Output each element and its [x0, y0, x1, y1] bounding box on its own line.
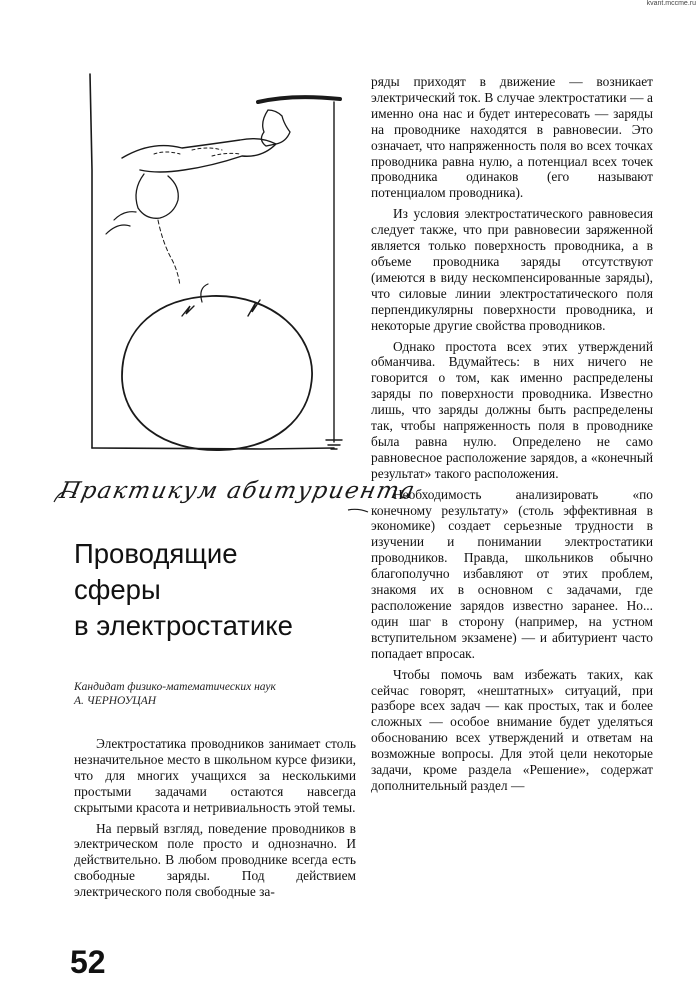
author-name: А. ЧЕРНОУЦАН	[74, 695, 157, 707]
illustration	[62, 70, 362, 470]
paragraph: Необходимость анализировать «по конечному результату» (столь эффективная в экономике) создает серьезные трудности в изучении и понимании электростатики проводников. Правда, школьников обычно благополучно избавляют от этих проблем, знакомя их в основном с задачами, где расположение зарядов известно заранее. Но... один шаг в сторону (например, на устном вступительном экзамене) — и абитуриент часто попадает впросак.	[371, 486, 653, 661]
paragraph: ряды приходят в движение — возникает электрический ток. В случае электростатики — а именно она нас и будет интересовать — заряды на проводнике находятся в равновесии. Это означает, что напряженность поля во всех точках проводника равна нулю, а потенциал всех точек проводника одинаков (его называют потенциалом проводника).	[371, 74, 653, 201]
author-block	[74, 680, 374, 708]
page-number: 52	[70, 944, 106, 980]
section-heading	[52, 472, 419, 528]
paragraph: Чтобы помочь вам избежать таких, как сейчас говорят, «нештатных» ситуаций, при разборе всех задач — как простых, так и более сложных — особое внимание будет уделяться обоснованию всех утверждений и ответам на возможные вопросы. Для этой цели некоторые задачи, кроме раздела «Решение», содержат дополнительный раздел —	[371, 666, 653, 793]
right-column	[371, 74, 653, 794]
site-url: kvant.mccme.ru	[646, 0, 696, 7]
paragraph: На первый взгляд, поведение проводников в электрическом поле просто и однозначно. И действительно. В любом проводнике всегда есть свободные заряды. Под действием электрического поля свободные за-	[74, 820, 356, 900]
left-column	[74, 736, 356, 900]
paragraph: Однако простота всех этих утверждений обманчива. Вдумайтесь: в них ничего не говорится о том, как именно распределены заряды по поверхности проводника. Известно лишь, что заряды должны быть распределены так, чтобы напряженность поля в проводнике была равна нулю. Определено не само равновесное расположение зарядов, а «конечный результат» такого расположения.	[371, 338, 653, 481]
frame-left-line	[90, 74, 92, 448]
arm-sketch	[122, 139, 276, 172]
article-title: Проводящие сферы в электростатике	[74, 538, 293, 641]
section-heading-text: Практикум абитуриента	[57, 478, 419, 504]
author-title: Кандидат физико-математических наук	[74, 681, 276, 693]
sphere	[122, 296, 312, 450]
top-bar	[258, 97, 340, 102]
paragraph: Из условия электростатического равновесия следует также, что при равновесии заряженной является только поверхность проводника, а в объеме проводника заряды отсутствуют (имеются в виду нескомпенсированные заряды), что силовые линии электростатического поля перпендикулярны поверхности проводника, и некоторые другие свойства проводников.	[371, 206, 653, 333]
frame-bottom-line	[92, 448, 334, 449]
face-sketch	[136, 174, 178, 218]
paragraph: Электростатика проводников занимает столь незначительное место в школьном курсе физики, что для многих учащихся за несколькими простыми задачами остаются навсегда скрытыми красота и нетривиальность этой темы.	[74, 736, 356, 815]
spark-left	[182, 306, 194, 316]
